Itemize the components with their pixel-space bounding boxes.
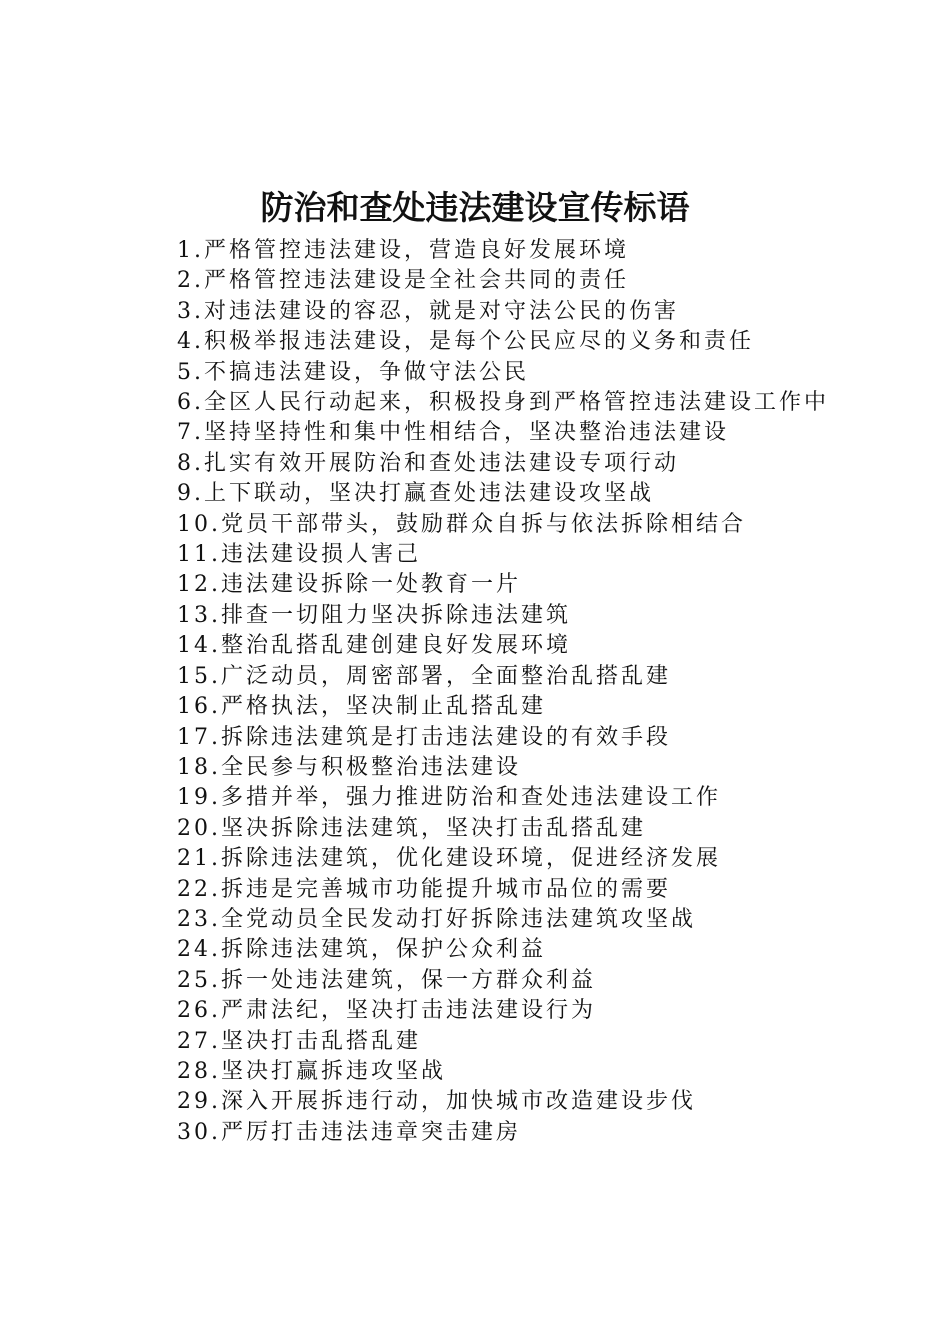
list-item: 22.拆违是完善城市功能提升城市品位的需要 <box>177 876 671 902</box>
list-item: 2.严格管控违法建设是全社会共同的责任 <box>177 268 629 294</box>
list-item: 24.拆除违法建筑，保护公众利益 <box>177 937 546 963</box>
list-item: 8.扎实有效开展防治和查处违法建设专项行动 <box>177 450 679 476</box>
list-item: 9.上下联动，坚决打赢查处违法建设攻坚战 <box>177 481 654 507</box>
list-item: 5.不搞违法建设，争做守法公民 <box>177 359 529 385</box>
list-item: 14.整治乱搭乱建创建良好发展环境 <box>177 633 571 659</box>
list-item: 7.坚持坚持性和集中性相结合，坚决整治违法建设 <box>177 420 729 446</box>
list-item: 18.全民参与积极整治违法建设 <box>177 754 521 780</box>
list-item: 4.积极举报违法建设，是每个公民应尽的义务和责任 <box>177 329 754 355</box>
slogan-list <box>130 236 840 1148</box>
list-item: 1.严格管控违法建设，营造良好发展环境 <box>177 238 629 263</box>
list-item: 21.拆除违法建筑，优化建设环境，促进经济发展 <box>177 846 721 872</box>
list-item: 27.坚决打击乱搭乱建 <box>177 1028 421 1054</box>
list-item: 19.多措并举，强力推进防治和查处违法建设工作 <box>177 785 721 811</box>
list-item: 12.违法建设拆除一处教育一片 <box>177 572 521 598</box>
list-item: 29.深入开展拆违行动，加快城市改造建设步伐 <box>177 1089 696 1115</box>
list-item: 25.拆一处违法建筑，保一方群众利益 <box>177 967 596 993</box>
list-item: 13.排查一切阻力坚决拆除违法建筑 <box>177 602 571 628</box>
list-item: 20.坚决拆除违法建筑，坚决打击乱搭乱建 <box>177 815 646 841</box>
list-item: 15.广泛动员，周密部署，全面整治乱搭乱建 <box>177 663 671 689</box>
list-item: 10.党员干部带头，鼓励群众自拆与依法拆除相结合 <box>177 511 746 537</box>
list-item: 26.严肃法纪，坚决打击违法建设行为 <box>177 998 596 1024</box>
list-item: 6.全区人民行动起来，积极投身到严格管控违法建设工作中 <box>177 390 829 416</box>
list-item: 3.对违法建设的容忍，就是对守法公民的伤害 <box>177 298 679 324</box>
list-item: 16.严格执法，坚决制止乱搭乱建 <box>177 694 546 720</box>
list-item: 23.全党动员全民发动打好拆除违法建筑攻坚战 <box>177 906 696 932</box>
list-item: 30.严厉打击违法违章突击建房 <box>177 1119 521 1145</box>
document-title: 防治和查处违法建设宣传标语 <box>260 188 690 227</box>
list-item: 28.坚决打赢拆违攻坚战 <box>177 1058 446 1084</box>
list-item: 11.违法建设损人害己 <box>177 542 421 568</box>
list-item: 17.拆除违法建筑是打击违法建设的有效手段 <box>177 724 671 750</box>
